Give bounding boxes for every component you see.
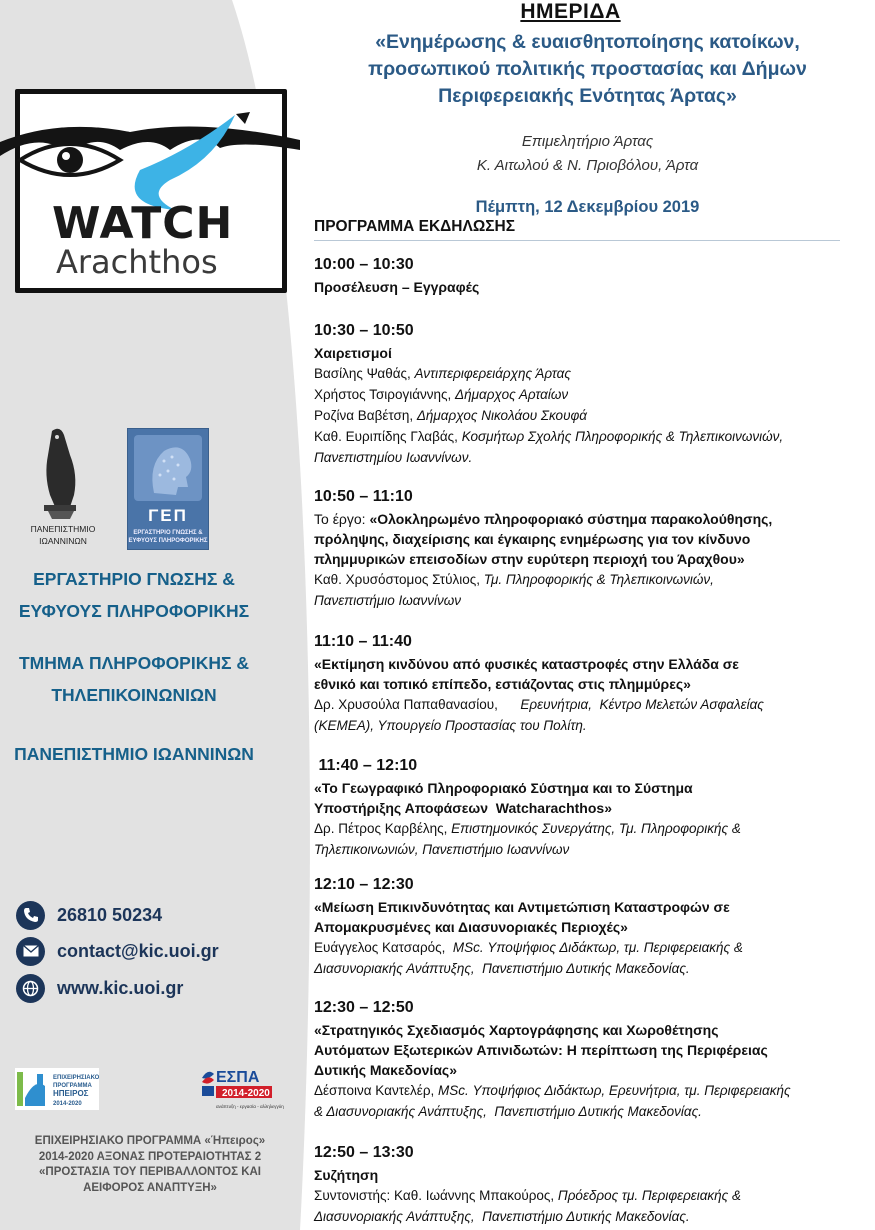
event-subtitle-line: προσωπικού πολιτικής προστασίας και Δήμων xyxy=(368,58,807,80)
session-time: 10:00 – 10:30 xyxy=(314,256,414,273)
university-logo-line: ΙΩΑΝΝΙΝΩΝ xyxy=(39,536,87,546)
lab-name xyxy=(0,563,268,627)
head-silhouette-icon xyxy=(134,435,202,501)
speaker xyxy=(314,958,844,979)
espa-tagline: ανάπτυξη - εργασία - αλληλεγγύη xyxy=(216,1104,284,1109)
lab-name-line: ΕΥΦΥΟΥΣ ΠΛΗΡΟΦΟΡΙΚΗΣ xyxy=(18,601,250,621)
session-title: Δυτικής Μακεδονίας» xyxy=(314,1062,457,1078)
session xyxy=(314,485,844,611)
department-name-line: ΤΜΗΜΑ ΠΛΗΡΟΦΟΡΙΚΗΣ & xyxy=(18,653,249,673)
globe-icon xyxy=(16,974,45,1003)
session xyxy=(314,996,844,1122)
contact-website[interactable] xyxy=(16,973,183,1003)
speaker xyxy=(314,426,844,447)
session xyxy=(314,630,844,736)
session-title: «Το Γεωγραφικό Πληροφοριακό Σύστημα και το Σύστημα xyxy=(314,780,693,796)
university-logo-line: ΠΑΝΕΠΙΣΤΗΜΙΟ xyxy=(30,524,96,534)
event-title: ΗΜΕΡΙΔΑ xyxy=(520,0,621,23)
speaker-role: Τμ. Πληροφορικής & Τηλεπικοινωνιών, xyxy=(483,572,714,587)
speaker xyxy=(314,1101,844,1122)
department-name-line: ΤΗΛΕΠΙΚΟΙΝΩΝΙΩΝ xyxy=(51,685,217,705)
speaker xyxy=(314,405,844,426)
session-time: 12:30 – 12:50 xyxy=(314,999,414,1016)
speaker-role: & Διασυνοριακής Ανάπτυξης, Πανεπιστήμιο Δυτικής Μακεδονίας. xyxy=(314,1104,702,1119)
session-time: 11:10 – 11:40 xyxy=(314,633,412,650)
session-title: Προσέλευση – Εγγραφές xyxy=(314,279,480,295)
espa-logo xyxy=(200,1066,284,1112)
speaker xyxy=(314,839,844,860)
session xyxy=(314,253,844,297)
epirus-logo-line: ΕΠΙΧΕΙΡΗΣΙΑΚΟ xyxy=(53,1075,100,1081)
session-time: 11:40 – 12:10 xyxy=(314,757,418,774)
speaker xyxy=(314,569,844,590)
program-heading: ΠΡΟΓΡΑΜΜΑ ΕΚΔΗΛΩΣΗΣ xyxy=(314,218,516,235)
speaker-role: MSc. Υποψήφιος Διδάκτωρ, Ερευνήτρια, τμ. Περιφερειακής xyxy=(438,1083,791,1098)
speaker-role: Διασυνοριακής Ανάπτυξης, Πανεπιστήμιο Δυτικής Μακεδονίας. xyxy=(314,961,690,976)
espa-title: ΕΣΠΑ xyxy=(216,1069,260,1086)
session-title: «Στρατηγικός Σχεδιασμός Χαρτογράφησης και Χωροθέτησης xyxy=(314,1022,719,1038)
session-time: 10:50 – 11:10 xyxy=(314,488,413,505)
contact-email[interactable] xyxy=(16,936,219,966)
gep-subtitle xyxy=(128,529,208,545)
speaker-name: Καθ. Χρυσόστομος Στύλιος, xyxy=(314,572,484,587)
session-title: Χαιρετισμοί xyxy=(314,345,392,361)
speaker-name: Καθ. Ευριπίδης Γλαβάς, xyxy=(314,429,462,444)
speaker xyxy=(314,1080,844,1101)
speaker-role: Πανεπιστημίου Ιωαννίνων. xyxy=(314,450,473,465)
speaker-role: Επιστημονικός Συνεργάτης, Τμ. Πληροφορικής & xyxy=(451,821,741,836)
university-name: ΠΑΝΕΠΙΣΤΗΜΙΟ ΙΩΑΝΝΙΝΩΝ xyxy=(14,744,254,764)
speaker-role: MSc. Υποψήφιος Διδάκτωρ, τμ. Περιφερειακής & xyxy=(452,940,743,955)
session-title: Υποστήριξης Αποφάσεων Watcharachthos» xyxy=(314,800,612,816)
university-owl-icon xyxy=(30,425,85,520)
speaker xyxy=(314,363,844,384)
session-title: εθνικό και τοπικό επίπεδο, εστιάζοντας στις πλημμύρες» xyxy=(314,676,691,692)
speaker xyxy=(314,818,844,839)
speaker-role: Δήμαρχος Νικολάου Σκουφά xyxy=(416,408,587,423)
session xyxy=(314,754,844,860)
venue-line: Επιμελητήριο Άρτας xyxy=(521,133,654,150)
epirus-logo-line: ΠΡΟΓΡΑΜΜΑ xyxy=(53,1083,92,1089)
venue-line: Κ. Αιτωλού & Ν. Πριοβόλου, Άρτα xyxy=(476,157,699,174)
logo-subtitle: Arachthos xyxy=(56,243,218,281)
session-title: πλημμυρικών επεισοδίων στην ευρύτερη περιοχή του Άραχθου» xyxy=(314,551,745,567)
gep-title: ΓΕΠ xyxy=(148,506,188,525)
logo-word: WATCH xyxy=(52,198,234,249)
speaker-role: (ΚΕΜΕΑ), Υπουργείο Προστασίας του Πολίτη. xyxy=(314,718,587,733)
speaker-role: Δήμαρχος Αρταίων xyxy=(455,387,569,402)
contact-phone[interactable] xyxy=(16,900,162,930)
speaker xyxy=(314,694,844,715)
session xyxy=(314,1141,844,1227)
venue xyxy=(300,130,875,178)
main-content xyxy=(300,0,841,1230)
speaker-name: Δρ. Χρυσούλα Παπαθανασίου, xyxy=(314,697,498,712)
phone-number[interactable]: 26810 50234 xyxy=(57,904,163,925)
speaker-name: Δέσποινα Καντελέρ, xyxy=(314,1083,438,1098)
speaker xyxy=(314,384,844,405)
event-subtitle-line: «Ενημέρωσης & ευαισθητοποίησης κατοίκων, xyxy=(375,31,800,53)
gep-subtitle-line: ΕΥΦΥΟΥΣ ΠΛΗΡΟΦΟΡΙΚΗΣ xyxy=(128,538,208,544)
session-title: «Ολοκληρωμένο πληροφοριακό σύστημα παρακολούθησης, xyxy=(369,511,773,527)
gep-lab-logo xyxy=(127,428,209,550)
session xyxy=(314,319,844,468)
session xyxy=(314,873,844,979)
event-subtitle xyxy=(300,29,875,110)
speaker xyxy=(314,1185,844,1206)
session-title: Αυτόματων Εξωτερικών Απινιδωτών: Η περίπτωση της Περιφέρειας xyxy=(314,1042,768,1058)
mail-icon xyxy=(16,937,45,966)
university-logo-label xyxy=(18,523,108,547)
program-footer xyxy=(0,1134,300,1196)
speaker-name: Χρήστος Τσιρογιάννης, xyxy=(314,387,456,402)
session-prefix: Το έργο: xyxy=(314,511,370,527)
session-title: Απομακρυσμένες και Διασυνοριακές Περιοχές» xyxy=(314,919,628,935)
website-link[interactable]: www.kic.uoi.gr xyxy=(57,977,184,998)
session-time: 12:50 – 13:30 xyxy=(314,1144,414,1161)
espa-years: 2014-2020 xyxy=(222,1088,270,1099)
speaker xyxy=(314,590,844,611)
session-time: 12:10 – 12:30 xyxy=(314,876,414,893)
speaker-role: Αντιπεριφερειάρχης Άρτας xyxy=(414,366,571,381)
epirus-mark-icon xyxy=(15,1068,99,1110)
department-name xyxy=(0,647,268,711)
email-link[interactable]: contact@kic.uoi.gr xyxy=(57,940,219,961)
epirus-logo-line: 2014-2020 xyxy=(53,1101,82,1107)
program-divider xyxy=(314,240,840,241)
footer-line: «ΠΡΟΣΤΑΣΙΑ ΤΟΥ ΠΕΡΙΒΑΛΛΟΝΤΟΣ ΚΑΙ xyxy=(39,1166,261,1178)
speaker-role: Ερευνήτρια, Κέντρο Μελετών Ασφαλείας xyxy=(497,697,764,712)
speaker-role: Πανεπιστήμιο Ιωαννίνων xyxy=(314,593,462,608)
speaker-name: Ροζίνα Βαβέτση, xyxy=(314,408,417,423)
speaker-name: Βασίλης Ψαθάς, xyxy=(314,366,415,381)
speaker-role: Κοσμήτωρ Σχολής Πληροφορικής & Τηλεπικοινωνιών, xyxy=(461,429,784,444)
monitor-head-icon xyxy=(134,435,202,501)
speaker-name: Δρ. Πέτρος Καρβέλης, xyxy=(314,821,452,836)
session-title: πρόληψης, διαχείρισης και έγκαιρης ενημέρωσης για τον κίνδυνο xyxy=(314,531,751,547)
footer-line: ΕΠΙΧΕΙΡΗΣΙΑΚΟ ΠΡΟΓΡΑΜΜΑ «Ήπειρος» xyxy=(34,1135,266,1147)
epirus-logo-line: ΗΠΕΙΡΟΣ xyxy=(53,1089,89,1098)
phone-icon xyxy=(16,901,45,930)
session-title: «Μείωση Επικινδυνότητας και Αντιμετώπιση Καταστροφών σε xyxy=(314,899,730,915)
speaker-role: Τηλεπικοινωνιών, Πανεπιστήμιο Ιωαννίνων xyxy=(314,842,570,857)
speaker xyxy=(314,447,844,468)
speaker-name: Ευάγγελος Κατσαρός, xyxy=(314,940,453,955)
speaker xyxy=(314,1206,844,1227)
session-title: Συζήτηση xyxy=(314,1167,379,1183)
lab-name-line: ΕΡΓΑΣΤΗΡΙΟ ΓΝΩΣΗΣ & xyxy=(33,569,235,589)
event-subtitle-line: Περιφερειακής Ενότητας Άρτας» xyxy=(438,85,737,107)
speaker-role: Διασυνοριακής Ανάπτυξης, Πανεπιστήμιο Δυτικής Μακεδονίας. xyxy=(314,1209,690,1224)
footer-line: 2014-2020 ΑΞΟΝΑΣ ΠΡΟΤΕΡΑΙΟΤΗΤΑΣ 2 xyxy=(38,1150,262,1163)
speaker xyxy=(314,937,844,958)
session-title: «Εκτίμηση κινδύνου από φυσικές καταστροφές στην Ελλάδα σε xyxy=(314,656,739,672)
sidebar xyxy=(0,0,305,1230)
speaker-name: Συντονιστής: Καθ. Ιωάννης Μπακούρος, xyxy=(314,1188,558,1203)
speaker xyxy=(314,715,844,736)
epirus-program-logo xyxy=(15,1068,99,1110)
speaker-role: Πρόεδρος τμ. Περιφερειακής & xyxy=(557,1188,741,1203)
footer-line: ΑΕΙΦΟΡΟΣ ΑΝΑΠΤΥΞΗ» xyxy=(83,1181,217,1194)
event-date: Πέμπτη, 12 Δεκεμβρίου 2019 xyxy=(475,198,700,216)
gep-subtitle-line: ΕΡΓΑΣΤΗΡΙΟ ΓΝΩΣΗΣ & xyxy=(133,530,203,536)
session-time: 10:30 – 10:50 xyxy=(314,322,414,339)
